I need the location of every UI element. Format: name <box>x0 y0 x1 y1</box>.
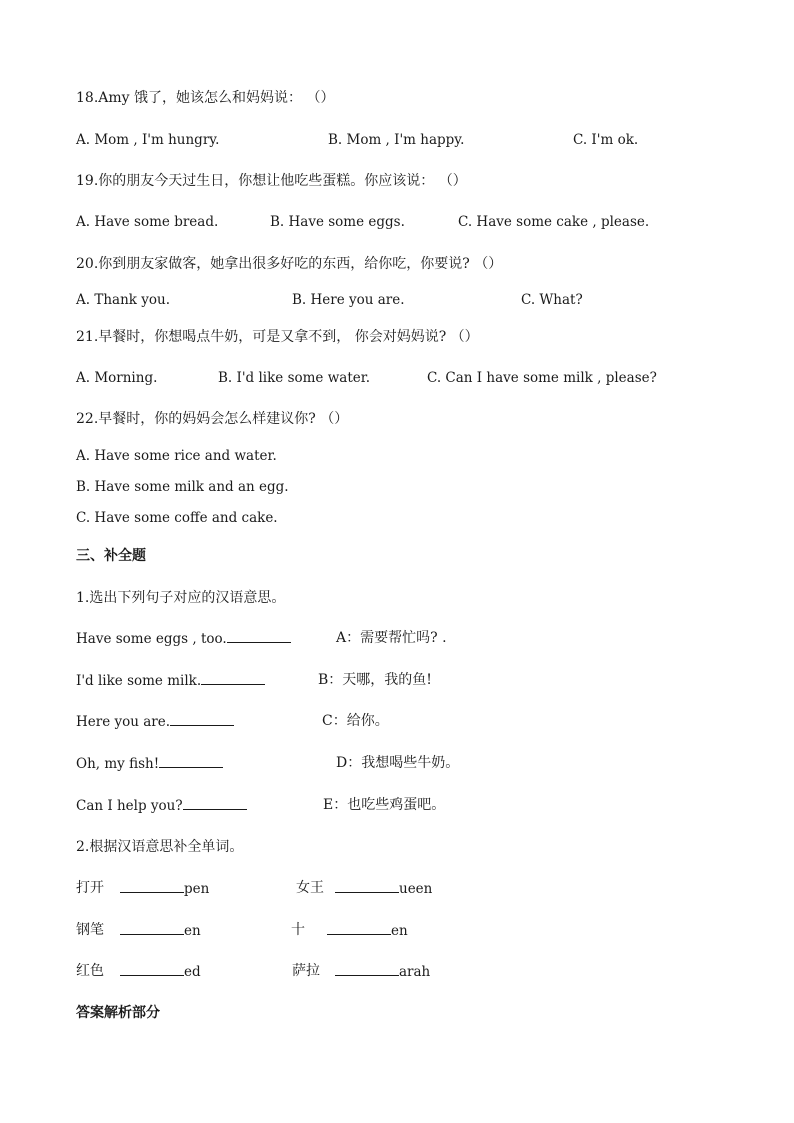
match-sentence-5: Can I help you? <box>76 796 247 815</box>
word-fill-red: ed <box>120 962 201 981</box>
word-fill-pen: en <box>120 921 201 940</box>
answer-blank[interactable] <box>335 962 399 976</box>
word-cn-sarah: 萨拉 <box>292 963 320 979</box>
word-cn-queen: 女王 <box>296 880 324 896</box>
answer-blank[interactable] <box>335 879 399 893</box>
question-22-option-b[interactable]: B. Have some milk and an egg. <box>76 479 289 495</box>
word-fill-queen: ueen <box>335 879 432 898</box>
question-18-option-a[interactable]: A. Mom , I'm hungry. <box>76 132 220 148</box>
question-21-option-b[interactable]: B. I'd like some water. <box>218 370 370 386</box>
answer-blank[interactable] <box>327 921 391 935</box>
question-20-option-a[interactable]: A. Thank you. <box>76 292 170 308</box>
question-19-stem: 19.你的朋友今天过生日，你想让他吃些蛋糕。你应该说： （） <box>76 173 467 189</box>
match-meaning-e: E：也吃些鸡蛋吧。 <box>323 797 446 813</box>
question-19-option-b[interactable]: B. Have some eggs. <box>270 214 405 230</box>
word-fill-open: pen <box>120 879 209 898</box>
section-heading: 三、补全题 <box>76 548 146 564</box>
match-sentence-4: Oh, my fish! <box>76 754 223 773</box>
question-20-stem: 20.你到朋友家做客，她拿出很多好吃的东西，给你吃，你要说? （） <box>76 256 503 272</box>
answer-blank[interactable] <box>183 796 247 810</box>
part2-title: 2.根据汉语意思补全单词。 <box>76 839 244 855</box>
answer-blank[interactable] <box>120 921 184 935</box>
answer-blank[interactable] <box>120 879 184 893</box>
answer-blank[interactable] <box>201 671 265 685</box>
question-21-option-a[interactable]: A. Morning. <box>76 370 158 386</box>
match-sentence-1: Have some eggs , too. <box>76 629 291 648</box>
answer-blank[interactable] <box>159 754 223 768</box>
word-cn-pen: 钢笔 <box>76 922 104 938</box>
question-22-option-a[interactable]: A. Have some rice and water. <box>76 448 277 464</box>
question-18-stem: 18.Amy 饿了，她该怎么和妈妈说： （） <box>76 90 335 106</box>
word-cn-open: 打开 <box>76 880 104 896</box>
question-19-option-a[interactable]: A. Have some bread. <box>76 214 219 230</box>
word-cn-red: 红色 <box>76 963 104 979</box>
word-fill-ten: en <box>327 921 408 940</box>
answer-blank[interactable] <box>170 712 234 726</box>
question-18-option-b[interactable]: B. Mom , I'm happy. <box>328 132 465 148</box>
part1-title: 1.选出下列句子对应的汉语意思。 <box>76 590 286 606</box>
answer-section-heading: 答案解析部分 <box>76 1005 160 1021</box>
question-21-option-c[interactable]: C. Can I have some milk , please? <box>427 370 657 386</box>
match-sentence-2: I'd like some milk. <box>76 671 265 690</box>
match-meaning-d: D：我想喝些牛奶。 <box>336 755 460 771</box>
word-cn-ten: 十 <box>291 922 305 938</box>
question-21-stem: 21.早餐时，你想喝点牛奶，可是又拿不到， 你会对妈妈说? （） <box>76 329 479 345</box>
question-20-option-b[interactable]: B. Here you are. <box>292 292 405 308</box>
match-sentence-3: Here you are. <box>76 712 234 731</box>
question-22-stem: 22.早餐时，你的妈妈会怎么样建议你? （） <box>76 411 349 427</box>
match-meaning-a: A：需要帮忙吗? . <box>336 630 447 646</box>
word-fill-sarah: arah <box>335 962 430 981</box>
answer-blank[interactable] <box>227 629 291 643</box>
answer-blank[interactable] <box>120 962 184 976</box>
match-meaning-b: B：天哪，我的鱼! <box>318 672 432 688</box>
match-meaning-c: C：给你。 <box>322 713 389 729</box>
question-22-option-c[interactable]: C. Have some coffe and cake. <box>76 510 278 526</box>
question-19-option-c[interactable]: C. Have some cake , please. <box>458 214 650 230</box>
question-20-option-c[interactable]: C. What? <box>521 292 583 308</box>
question-18-option-c[interactable]: C. I'm ok. <box>573 132 639 148</box>
